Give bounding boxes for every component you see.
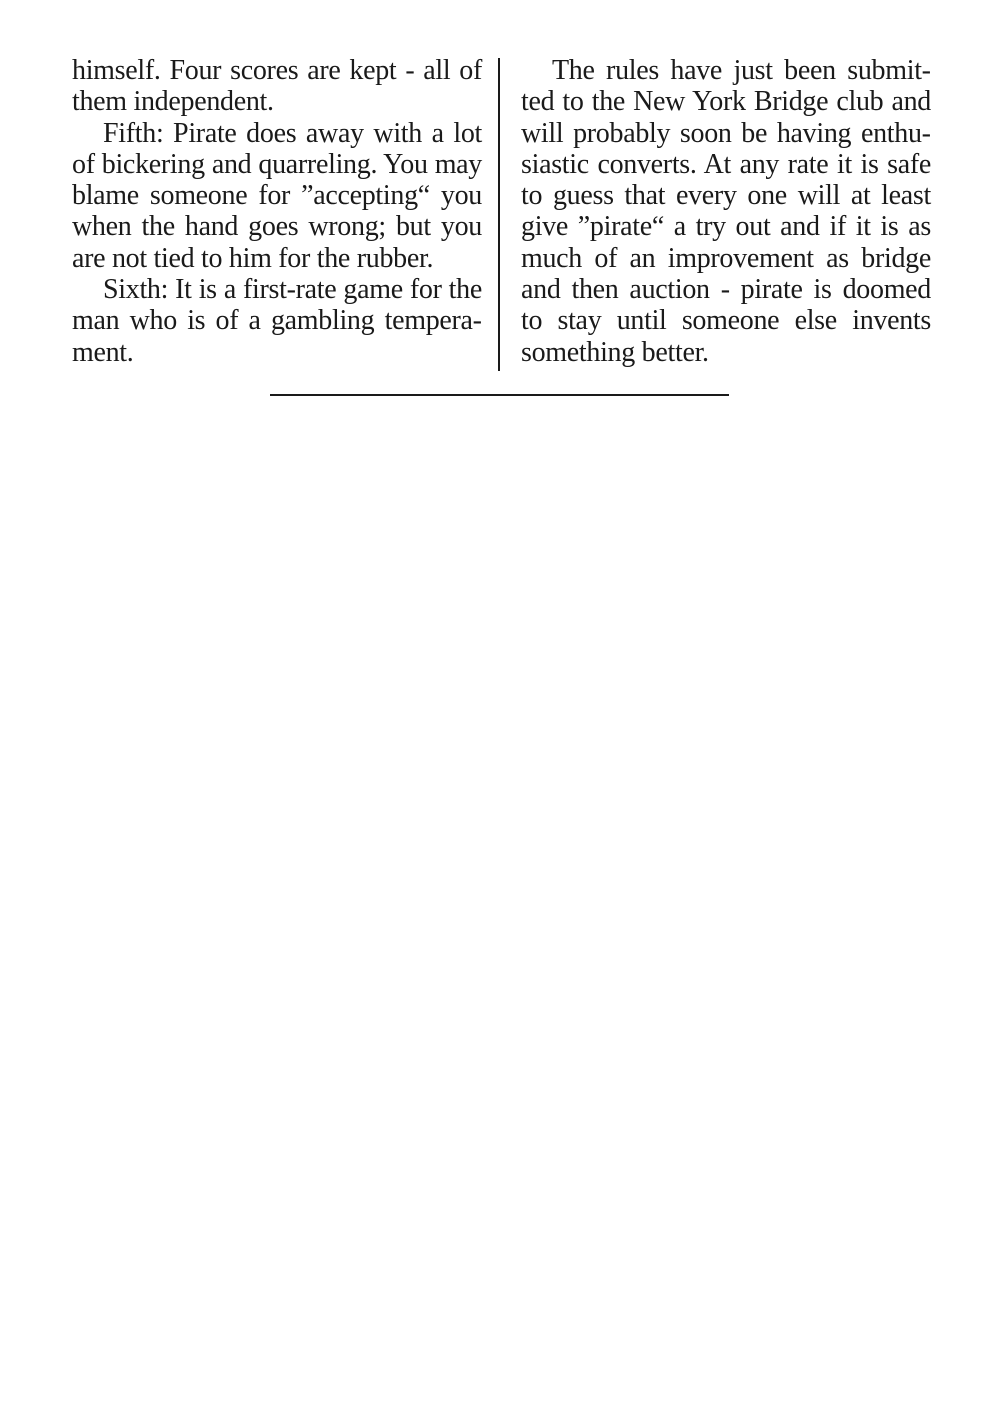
left-paragraph-fifth: Fifth: Pirate does away with a lot of bickering and quarreling. You may blame someone for ”accepting“ you when the hand goes wrong; but you are not tied to him for the rubber. <box>72 117 482 274</box>
left-paragraph-sixth: Sixth: It is a first-rate game for the man who is of a gambling temperament. <box>72 274 482 368</box>
right-column <box>521 55 931 368</box>
left-column <box>72 55 482 368</box>
article-columns <box>72 55 930 371</box>
column-divider <box>498 58 500 371</box>
right-paragraph-1: The rules have just been submitted to the New York Bridge club and will probably soon be having enthusiastic converts. At any rate it is safe to guess that every one will at least give ”pirate“ a try out and if it is as much of an improvement as bridge and then auction - pirate is doomed to stay until someone else invents something better. <box>521 55 931 368</box>
left-paragraph-1: himself. Four scores are kept - all of them independent. <box>72 55 482 118</box>
article-end-rule <box>270 394 729 396</box>
